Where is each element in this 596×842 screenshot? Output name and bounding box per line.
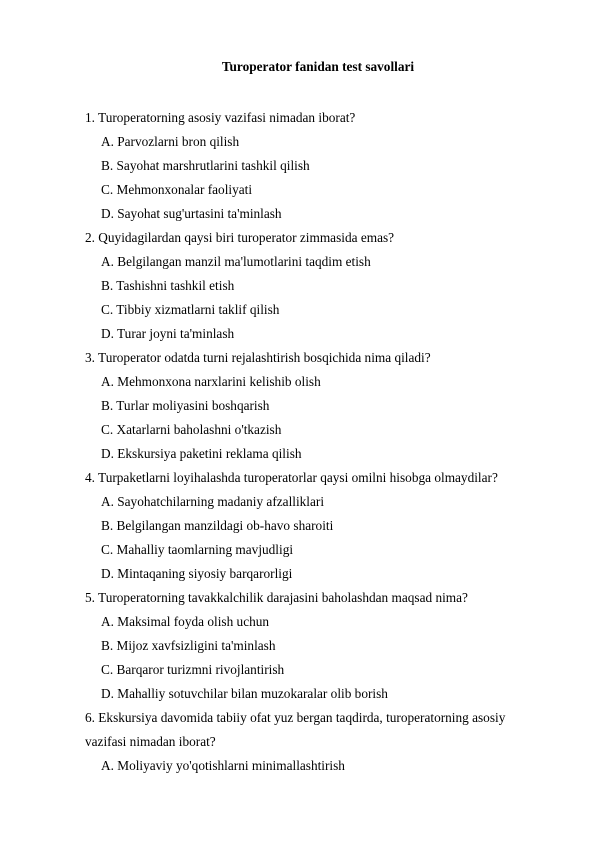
- question-text: 3. Turoperator odatda turni rejalashtirish bosqichida nima qiladi?: [85, 350, 431, 365]
- option-a: A. Moliyaviy yo'qotishlarni minimallashtirish: [101, 758, 345, 773]
- option-c: C. Tibbiy xizmatlarni taklif qilish: [101, 302, 280, 317]
- document-title: Turoperator fanidan test savollari: [221, 59, 415, 74]
- option-b: B. Belgilangan manzildagi ob-havo sharoiti: [101, 518, 334, 533]
- option-b: B. Mijoz xavfsizligini ta'minlash: [101, 638, 276, 653]
- question-text: 5. Turoperatorning tavakkalchilik darajasini baholashdan maqsad nima?: [85, 590, 468, 605]
- question-text: 6. Ekskursiya davomida tabiiy ofat yuz bergan taqdirda, turoperatorning asosiy vazifasi nimadan iborat?: [85, 710, 506, 749]
- option-d: D. Sayohat sug'urtasini ta'minlash: [101, 206, 282, 221]
- option-a: A. Maksimal foyda olish uchun: [101, 614, 270, 629]
- option-c: C. Mahalliy taomlarning mavjudligi: [101, 542, 294, 557]
- option-b: B. Turlar moliyasini boshqarish: [101, 398, 270, 413]
- question-6: [85, 706, 545, 778]
- question-2: [85, 226, 545, 346]
- option-d: D. Ekskursiya paketini reklama qilish: [101, 446, 302, 461]
- option-a: A. Parvozlarni bron qilish: [101, 134, 240, 149]
- option-a: A. Belgilangan manzil ma'lumotlarini taqdim etish: [101, 254, 371, 269]
- option-c: C. Mehmonxonalar faoliyati: [101, 182, 253, 197]
- question-list: [85, 106, 545, 778]
- option-b: B. Tashishni tashkil etish: [101, 278, 235, 293]
- question-4: [85, 466, 545, 586]
- option-b: B. Sayohat marshrutlarini tashkil qilish: [101, 158, 310, 173]
- question-text: 2. Quyidagilardan qaysi biri turoperator zimmasida emas?: [85, 230, 395, 245]
- option-a: A. Sayohatchilarning madaniy afzalliklari: [101, 494, 325, 509]
- option-a: A. Mehmonxona narxlarini kelishib olish: [101, 374, 321, 389]
- option-d: D. Mahalliy sotuvchilar bilan muzokaralar olib borish: [101, 686, 388, 701]
- option-d: D. Turar joyni ta'minlash: [101, 326, 235, 341]
- question-5: [85, 586, 545, 706]
- question-3: [85, 346, 545, 466]
- option-d: D. Mintaqaning siyosiy barqarorligi: [101, 566, 293, 581]
- option-c: C. Barqaror turizmni rivojlantirish: [101, 662, 285, 677]
- question-1: [85, 106, 545, 226]
- option-c: C. Xatarlarni baholashni o'tkazish: [101, 422, 282, 437]
- question-text: 1. Turoperatorning asosiy vazifasi nimadan iborat?: [85, 110, 356, 125]
- question-text: 4. Turpaketlarni loyihalashda turoperatorlar qaysi omilni hisobga olmaydilar?: [85, 470, 498, 485]
